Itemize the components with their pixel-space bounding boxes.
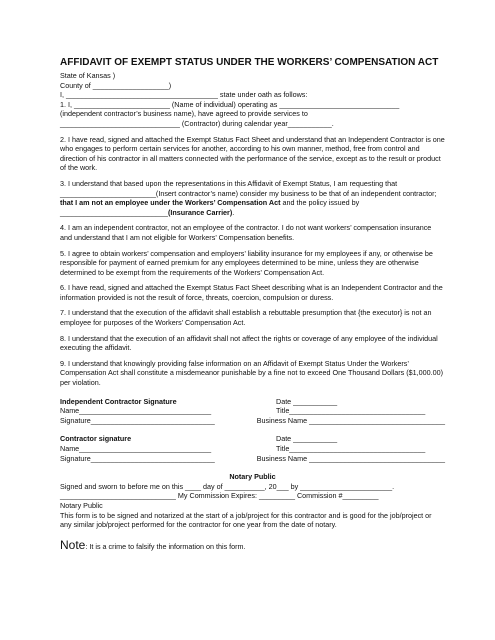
paragraph-6 bbox=[60, 283, 445, 302]
item-1-line-b: (independent contractor’s business name), have agreed to provide services to bbox=[60, 109, 308, 119]
header-section bbox=[60, 71, 445, 129]
contractor-title-field[interactable]: Title__________________________________ bbox=[276, 444, 426, 453]
paragraph-3-bold-a: that I am not an employee under the Workers’ Compensation Act bbox=[60, 198, 281, 208]
note-label: Note bbox=[60, 537, 86, 552]
contractor-name-field[interactable]: Name_________________________________ bbox=[60, 444, 212, 453]
ic-business-name-field[interactable]: Business Name __________________________________ bbox=[256, 415, 445, 425]
paragraph-3 bbox=[60, 179, 445, 217]
ic-signature-field[interactable]: Signature_______________________________ bbox=[60, 415, 215, 425]
paragraph-9 bbox=[60, 359, 445, 388]
paragraph-4 bbox=[60, 223, 445, 242]
paragraph-2 bbox=[60, 135, 445, 173]
contractor-signature-heading: Contractor signature bbox=[60, 434, 132, 444]
ic-title-field[interactable]: Title__________________________________ bbox=[276, 406, 426, 416]
paragraph-9-text: 9. I understand that knowingly providing false information on an Affidavit of Exempt Status Under the Workers’ Compensation Act shall constitute a misdemeanor punishable by a fine not to exceed One Thousand Dollars ($1,000.00) per violation. bbox=[60, 358, 444, 388]
state-line: State of Kansas ) bbox=[60, 71, 116, 80]
affidavit-body bbox=[60, 57, 445, 554]
contractor-business-name-field[interactable]: Business Name __________________________________ bbox=[256, 453, 445, 463]
note-line bbox=[60, 538, 445, 554]
contractor-signature-block bbox=[60, 434, 445, 463]
ic-name-field[interactable]: Name_________________________________ bbox=[60, 406, 212, 416]
item-1-line-c: ______________________________ (Contractor) during calendar year___________. bbox=[60, 118, 334, 128]
paragraph-5-text: 5. I agree to obtain workers’ compensation and employers’ liability insurance for my employees if any, or otherwise be responsible for payment of earned premium for any employees determined to be mine, unless they are otherwise determined to be exempt from the requirements of the Workers’ Compensation Act. bbox=[60, 248, 433, 277]
paragraph-2-text: 2. I have read, signed and attached the Exempt Status Fact Sheet and understand that an Independent Contractor is one who engages to perform certain services for another, according to his own manner, method, free from control and direction of his contractor in all matters connected with the performance of the service, except as to the result or product of the work. bbox=[60, 134, 445, 173]
paragraph-8 bbox=[60, 334, 445, 353]
contractor-date-field[interactable]: Date ___________ bbox=[276, 434, 338, 444]
paragraph-3-text-e: . bbox=[232, 207, 235, 217]
notary-instructions: This form is to be signed and notarized at the start of a job/project for this contractor and is good for the job/project or any similar job/project performed for the contractor for one year from the date of notary. bbox=[60, 510, 432, 530]
notary-public-label: Notary Public bbox=[60, 500, 103, 510]
paragraph-7 bbox=[60, 308, 445, 327]
contractor-signature-field[interactable]: Signature_______________________________ bbox=[60, 453, 215, 463]
paragraph-3-text-c: and the policy issued by ___________________________ bbox=[60, 198, 360, 217]
paragraph-6-text: 6. I have read, signed and attached the Exempt Status Fact Sheet describing what is an Independent Contractor and the information provided is not the result of force, threats, coercion, compulsion or duress. bbox=[60, 283, 443, 302]
oath-line: I, ______________________________________ state under oath as follows: bbox=[60, 90, 308, 100]
paragraph-3-bold-d: (Insurance Carrier) bbox=[167, 207, 233, 217]
paragraph-8-text: 8. I understand that the execution of an affidavit shall not affect the rights or coverage of any employee of the individual executing the affidavit. bbox=[60, 333, 438, 353]
independent-contractor-signature-block bbox=[60, 397, 445, 426]
paragraph-7-text: 7. I understand that the execution of the affidavit shall establish a rebuttable presumption that {the executor} is not an employee for purposes of the Workers’ Compensation Act. bbox=[60, 308, 432, 328]
notary-section bbox=[60, 482, 445, 530]
notary-sworn-line[interactable]: Signed and sworn to before me on this ____ day of __________, 20___ by _______________________. bbox=[60, 481, 395, 491]
county-line: County of ___________________) bbox=[60, 80, 172, 90]
notary-commission-line[interactable]: _____________________________ My Commission Expires: _________ Commission #_________ bbox=[60, 491, 379, 501]
paragraph-3-text-a: 3. I understand that based upon the representations in this Affidavit of Exempt Status, I am requesting that ________________________(Insert contractor’s name) consider my business to be that of an independent contractor; bbox=[60, 178, 437, 198]
ic-date-field[interactable]: Date ___________ bbox=[276, 396, 338, 406]
item-1-line-a: 1. I, ________________________ (Name of individual) operating as ______________________________ bbox=[60, 99, 400, 109]
paragraph-4-text: 4. I am an independent contractor, not an employee of the contractor. I do not want workers’ compensation insurance and understand that I am not eligible for Workers’ Compensation benefits. bbox=[60, 223, 432, 242]
paragraph-5 bbox=[60, 249, 445, 278]
ic-signature-heading: Independent Contractor Signature bbox=[60, 396, 177, 406]
notary-heading: Notary Public bbox=[229, 472, 276, 482]
document-title: AFFIDAVIT OF EXEMPT STATUS UNDER THE WORKERS’ COMPENSATION ACT bbox=[60, 57, 439, 68]
note-text: : It is a crime to falsify the information on this form. bbox=[85, 541, 246, 551]
